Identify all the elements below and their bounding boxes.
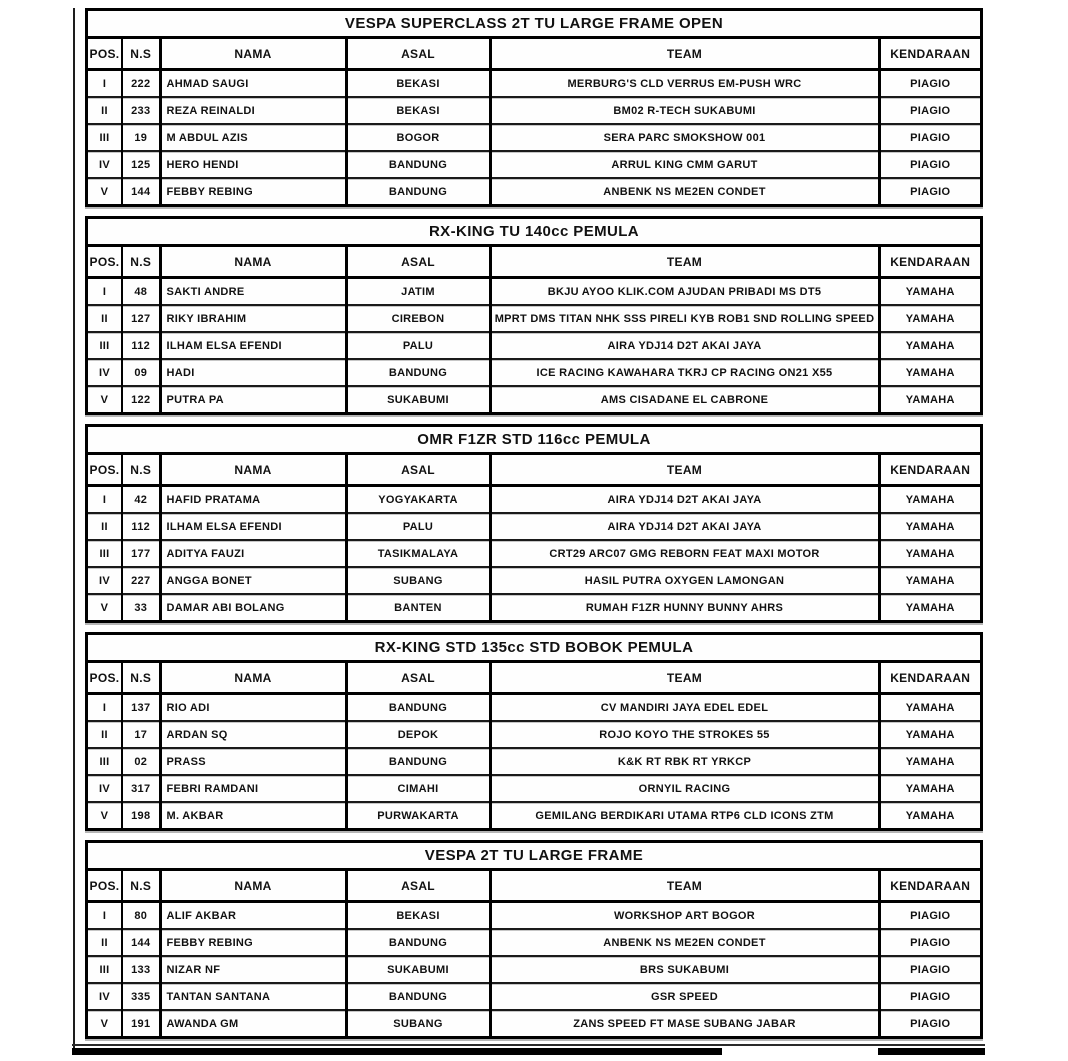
cell-kendaraan: YAMAHA — [879, 721, 980, 748]
cell-asal: YOGYAKARTA — [346, 486, 490, 514]
cell-ns: 233 — [122, 97, 160, 124]
cell-pos: V — [88, 802, 122, 828]
column-header-pos: POS. — [88, 247, 122, 278]
table-row — [88, 332, 980, 359]
column-header-nama: NAMA — [160, 871, 346, 902]
cell-team: CRT29 ARC07 GMG REBORN FEAT MAXI MOTOR — [490, 540, 879, 567]
column-header-kendaraan: KENDARAAN — [879, 455, 980, 486]
header-row — [88, 247, 980, 278]
cell-pos: V — [88, 1010, 122, 1036]
cell-team: ARRUL KING CMM GARUT — [490, 151, 879, 178]
results-grid — [88, 871, 980, 1036]
cell-nama: ARDAN SQ — [160, 721, 346, 748]
table-row — [88, 567, 980, 594]
column-header-team: TEAM — [490, 871, 879, 902]
cell-pos: IV — [88, 983, 122, 1010]
table-title: OMR F1ZR STD 116cc PEMULA — [88, 427, 980, 455]
cell-nama: NIZAR NF — [160, 956, 346, 983]
cell-asal: BANTEN — [346, 594, 490, 620]
cell-asal: TASIKMALAYA — [346, 540, 490, 567]
table-row — [88, 929, 980, 956]
cell-kendaraan: PIAGIO — [879, 956, 980, 983]
cell-ns: 09 — [122, 359, 160, 386]
cell-team: SERA PARC SMOKSHOW 001 — [490, 124, 879, 151]
cell-kendaraan: YAMAHA — [879, 775, 980, 802]
cell-ns: 317 — [122, 775, 160, 802]
cell-pos: II — [88, 97, 122, 124]
table-title: RX-KING TU 140cc PEMULA — [88, 219, 980, 247]
cell-pos: I — [102, 909, 107, 922]
cell-team: BRS SUKABUMI — [490, 956, 879, 983]
table-row — [88, 540, 980, 567]
cell-team: ZANS SPEED FT MASE SUBANG JABAR — [490, 1010, 879, 1036]
cell-asal: DEPOK — [346, 721, 490, 748]
cell-nama: M ABDUL AZIS — [160, 124, 346, 151]
cell-ns: 198 — [122, 802, 160, 828]
cell-ns: 144 — [122, 178, 160, 204]
cell-pos: I — [102, 701, 107, 714]
cell-nama: HADI — [160, 359, 346, 386]
table-row — [88, 802, 980, 828]
cell-ns: 335 — [122, 983, 160, 1010]
table-row — [88, 721, 980, 748]
cell-nama: HERO HENDI — [160, 151, 346, 178]
race-table — [85, 840, 983, 1039]
cell-kendaraan: PIAGIO — [879, 929, 980, 956]
cell-asal: CIMAHI — [346, 775, 490, 802]
cell-ns: 80 — [122, 902, 160, 930]
cell-team: HASIL PUTRA OXYGEN LAMONGAN — [490, 567, 879, 594]
cell-kendaraan: YAMAHA — [879, 278, 980, 306]
column-header-nama: NAMA — [160, 39, 346, 70]
table-row — [88, 97, 980, 124]
cell-pos: I — [102, 77, 107, 90]
column-header-asal: ASAL — [346, 247, 490, 278]
cell-pos: V — [88, 386, 122, 412]
cell-kendaraan: YAMAHA — [879, 305, 980, 332]
cell-team: AIRA YDJ14 D2T AKAI JAYA — [490, 486, 879, 514]
header-row — [88, 871, 980, 902]
table-row — [88, 983, 980, 1010]
column-header-kendaraan: KENDARAAN — [879, 871, 980, 902]
cell-team: GSR SPEED — [490, 983, 879, 1010]
cell-ns: 33 — [122, 594, 160, 620]
cell-pos: III — [88, 124, 122, 151]
table-row — [88, 694, 980, 722]
results-grid — [88, 247, 980, 412]
cell-pos: III — [88, 332, 122, 359]
cell-pos: I — [102, 285, 107, 298]
column-header-pos: POS. — [88, 39, 122, 70]
cell-nama: SAKTI ANDRE — [160, 278, 346, 306]
column-header-asal: ASAL — [346, 871, 490, 902]
cell-kendaraan: YAMAHA — [879, 513, 980, 540]
cell-asal: BOGOR — [346, 124, 490, 151]
cell-ns: 137 — [122, 694, 160, 722]
cell-pos: II — [88, 929, 122, 956]
cell-kendaraan: YAMAHA — [879, 802, 980, 828]
cell-ns: 125 — [122, 151, 160, 178]
cell-kendaraan: YAMAHA — [879, 332, 980, 359]
column-header-nama: NAMA — [160, 663, 346, 694]
results-grid — [88, 663, 980, 828]
race-table — [85, 8, 983, 207]
cell-team: BM02 R-TECH SUKABUMI — [490, 97, 879, 124]
table-row — [88, 1010, 980, 1036]
column-header-asal: ASAL — [346, 663, 490, 694]
column-header-ns: N.S — [122, 455, 160, 486]
cell-team: AIRA YDJ14 D2T AKAI JAYA — [490, 513, 879, 540]
cell-team: AMS CISADANE EL CABRONE — [490, 386, 879, 412]
cell-pos: II — [88, 305, 122, 332]
cell-pos: V — [88, 594, 122, 620]
cell-kendaraan: PIAGIO — [879, 70, 980, 98]
cell-team: ORNYIL RACING — [490, 775, 879, 802]
cell-team: BKJU AYOO KLIK.COM AJUDAN PRIBADI MS DT5 — [490, 278, 879, 306]
column-header-nama: NAMA — [160, 247, 346, 278]
next-table-cutoff-line — [72, 1044, 985, 1046]
cell-nama: HAFID PRATAMA — [160, 486, 346, 514]
table-row — [88, 124, 980, 151]
table-row — [88, 902, 980, 930]
table-row — [88, 594, 980, 620]
cell-ns: 191 — [122, 1010, 160, 1036]
cell-nama: FEBRI RAMDANI — [160, 775, 346, 802]
cell-pos: II — [88, 721, 122, 748]
cell-pos: III — [88, 540, 122, 567]
cell-ns: 19 — [122, 124, 160, 151]
cell-nama: TANTAN SANTANA — [160, 983, 346, 1010]
cell-asal: SUBANG — [346, 567, 490, 594]
race-table — [85, 632, 983, 831]
cell-ns: 112 — [122, 513, 160, 540]
table-row — [88, 278, 980, 306]
cell-ns: 17 — [122, 721, 160, 748]
table-row — [88, 305, 980, 332]
cell-asal: PALU — [346, 332, 490, 359]
cell-kendaraan: YAMAHA — [879, 540, 980, 567]
cell-team: MERBURG'S CLD VERRUS EM-PUSH WRC — [490, 70, 879, 98]
column-header-asal: ASAL — [346, 39, 490, 70]
results-grid — [88, 455, 980, 620]
next-table-cutoff-border-right — [878, 1048, 985, 1055]
cell-team: ROJO KOYO THE STROKES 55 — [490, 721, 879, 748]
race-results-tables — [85, 8, 983, 1039]
table-row — [88, 748, 980, 775]
cell-ns: 42 — [122, 486, 160, 514]
cell-asal: BEKASI — [346, 97, 490, 124]
column-header-kendaraan: KENDARAAN — [879, 247, 980, 278]
table-title: VESPA 2T TU LARGE FRAME — [88, 843, 980, 871]
table-title: RX-KING STD 135cc STD BOBOK PEMULA — [88, 635, 980, 663]
cell-asal: PALU — [346, 513, 490, 540]
cell-asal: PURWAKARTA — [346, 802, 490, 828]
cell-asal: JATIM — [346, 278, 490, 306]
cell-asal: BANDUNG — [346, 748, 490, 775]
table-title: VESPA SUPERCLASS 2T TU LARGE FRAME OPEN — [88, 11, 980, 39]
cell-nama: ANGGA BONET — [160, 567, 346, 594]
cell-ns: 02 — [122, 748, 160, 775]
cell-ns: 177 — [122, 540, 160, 567]
cell-pos: III — [88, 748, 122, 775]
cell-nama: ADITYA FAUZI — [160, 540, 346, 567]
cell-kendaraan: PIAGIO — [879, 124, 980, 151]
cell-pos: IV — [88, 151, 122, 178]
cell-kendaraan: YAMAHA — [879, 594, 980, 620]
cell-team: CV MANDIRI JAYA EDEL EDEL — [490, 694, 879, 722]
cell-kendaraan: YAMAHA — [879, 486, 980, 514]
cell-kendaraan: YAMAHA — [879, 359, 980, 386]
column-header-ns: N.S — [122, 39, 160, 70]
column-header-ns: N.S — [122, 663, 160, 694]
cell-nama: PRASS — [160, 748, 346, 775]
cell-asal: BANDUNG — [346, 359, 490, 386]
race-table — [85, 424, 983, 623]
cell-pos: IV — [88, 567, 122, 594]
cell-asal: CIREBON — [346, 305, 490, 332]
cell-pos: V — [88, 178, 122, 204]
cell-nama: M. AKBAR — [160, 802, 346, 828]
cell-kendaraan: YAMAHA — [879, 694, 980, 722]
column-header-team: TEAM — [490, 39, 879, 70]
next-table-cutoff-border-left — [72, 1048, 722, 1055]
cell-team: RUMAH F1ZR HUNNY BUNNY AHRS — [490, 594, 879, 620]
table-row — [88, 956, 980, 983]
cell-asal: BEKASI — [346, 902, 490, 930]
cell-pos: IV — [88, 359, 122, 386]
column-header-pos: POS. — [88, 663, 122, 694]
cell-asal: BANDUNG — [346, 151, 490, 178]
cell-team: ANBENK NS ME2EN CONDET — [490, 178, 879, 204]
cell-ns: 227 — [122, 567, 160, 594]
cell-pos: II — [88, 513, 122, 540]
results-grid — [88, 39, 980, 204]
cell-kendaraan: PIAGIO — [879, 151, 980, 178]
table-row — [88, 775, 980, 802]
cell-ns: 144 — [122, 929, 160, 956]
table-row — [88, 486, 980, 514]
cell-pos: IV — [88, 775, 122, 802]
cell-kendaraan: PIAGIO — [879, 983, 980, 1010]
cell-asal: BANDUNG — [346, 929, 490, 956]
cell-team: AIRA YDJ14 D2T AKAI JAYA — [490, 332, 879, 359]
cell-ns: 112 — [122, 332, 160, 359]
column-header-kendaraan: KENDARAAN — [879, 39, 980, 70]
cell-nama: ILHAM ELSA EFENDI — [160, 332, 346, 359]
column-header-asal: ASAL — [346, 455, 490, 486]
cell-asal: BEKASI — [346, 70, 490, 98]
column-header-team: TEAM — [490, 247, 879, 278]
cell-ns: 122 — [122, 386, 160, 412]
cell-kendaraan: YAMAHA — [879, 567, 980, 594]
cell-pos: I — [102, 493, 107, 506]
cell-ns: 222 — [122, 70, 160, 98]
header-row — [88, 39, 980, 70]
cell-asal: SUBANG — [346, 1010, 490, 1036]
column-header-team: TEAM — [490, 455, 879, 486]
race-table — [85, 216, 983, 415]
cell-kendaraan: PIAGIO — [879, 178, 980, 204]
cell-team: WORKSHOP ART BOGOR — [490, 902, 879, 930]
cell-kendaraan: PIAGIO — [879, 902, 980, 930]
cell-nama: FEBBY REBING — [160, 929, 346, 956]
table-row — [88, 359, 980, 386]
table-row — [88, 151, 980, 178]
column-header-ns: N.S — [122, 247, 160, 278]
cell-kendaraan: YAMAHA — [879, 386, 980, 412]
cell-team: ANBENK NS ME2EN CONDET — [490, 929, 879, 956]
cell-nama: RIKY IBRAHIM — [160, 305, 346, 332]
cell-ns: 133 — [122, 956, 160, 983]
cell-nama: DAMAR ABI BOLANG — [160, 594, 346, 620]
column-header-pos: POS. — [88, 455, 122, 486]
cell-asal: BANDUNG — [346, 178, 490, 204]
cell-asal: BANDUNG — [346, 694, 490, 722]
table-row — [88, 178, 980, 204]
cell-asal: BANDUNG — [346, 983, 490, 1010]
cell-pos: III — [88, 956, 122, 983]
cell-team: ICE RACING KAWAHARA TKRJ CP RACING ON21 X55 — [490, 359, 879, 386]
table-row — [88, 70, 980, 98]
cell-kendaraan: YAMAHA — [879, 748, 980, 775]
cell-team: MPRT DMS TITAN NHK SSS PIRELI KYB ROB1 SND ROLLING SPEED — [490, 305, 879, 332]
column-header-nama: NAMA — [160, 455, 346, 486]
header-row — [88, 663, 980, 694]
cell-nama: AWANDA GM — [160, 1010, 346, 1036]
cell-nama: ALIF AKBAR — [160, 902, 346, 930]
table-row — [88, 513, 980, 540]
cell-nama: REZA REINALDI — [160, 97, 346, 124]
column-header-pos: POS. — [88, 871, 122, 902]
page-edge-line — [73, 8, 75, 1054]
cell-ns: 127 — [122, 305, 160, 332]
column-header-team: TEAM — [490, 663, 879, 694]
cell-team: K&K RT RBK RT YRKCP — [490, 748, 879, 775]
cell-nama: AHMAD SAUGI — [160, 70, 346, 98]
cell-ns: 48 — [122, 278, 160, 306]
table-row — [88, 386, 980, 412]
cell-asal: SUKABUMI — [346, 386, 490, 412]
column-header-kendaraan: KENDARAAN — [879, 663, 980, 694]
cell-nama: FEBBY REBING — [160, 178, 346, 204]
cell-nama: PUTRA PA — [160, 386, 346, 412]
column-header-ns: N.S — [122, 871, 160, 902]
cell-asal: SUKABUMI — [346, 956, 490, 983]
cell-nama: RIO ADI — [160, 694, 346, 722]
cell-kendaraan: PIAGIO — [879, 97, 980, 124]
cell-kendaraan: PIAGIO — [879, 1010, 980, 1036]
cell-nama: ILHAM ELSA EFENDI — [160, 513, 346, 540]
cell-team: GEMILANG BERDIKARI UTAMA RTP6 CLD ICONS ZTM — [490, 802, 879, 828]
header-row — [88, 455, 980, 486]
